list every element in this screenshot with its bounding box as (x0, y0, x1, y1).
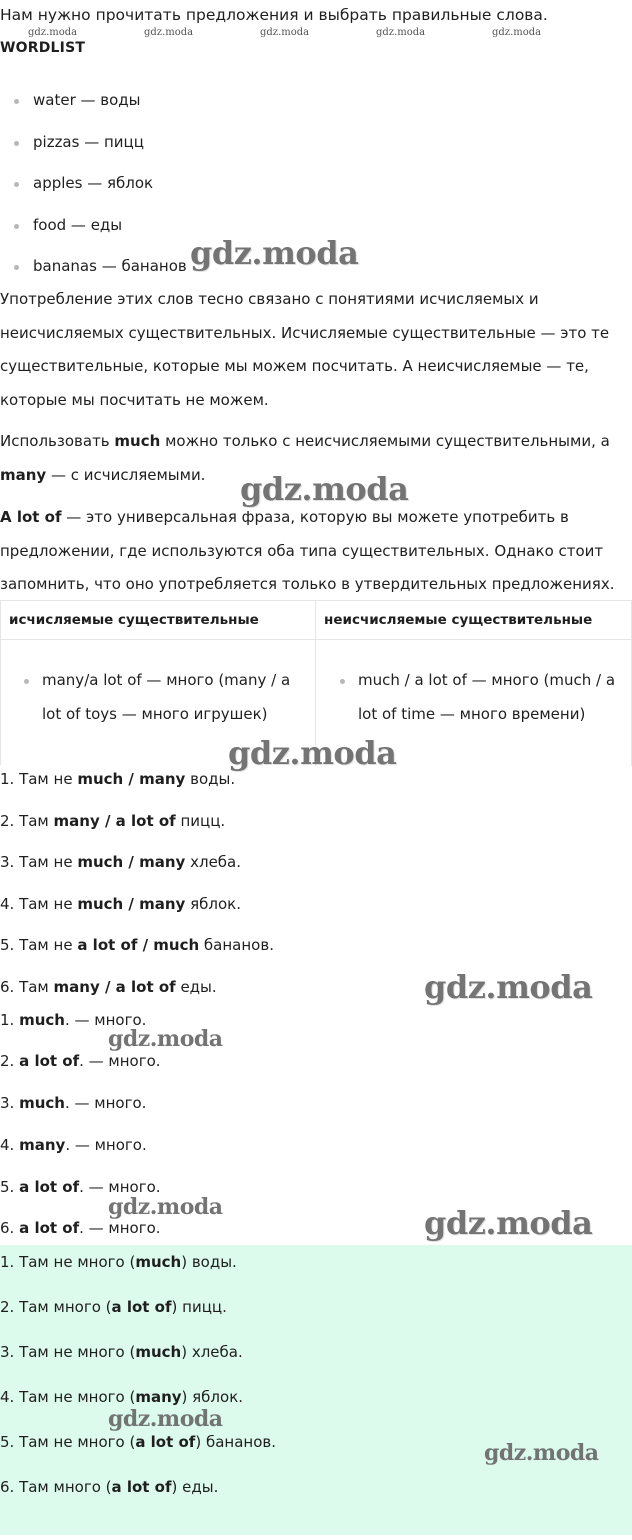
exercise-line (0, 770, 235, 788)
table-header-uncountable: неисчисляемые существительные (324, 612, 593, 628)
text: хлеба. (185, 853, 242, 871)
table-header-countable: исчисляемые существительные (9, 612, 259, 628)
table-divider (1, 639, 632, 640)
bold-term: a lot of (111, 1478, 172, 1496)
translation-line (0, 1343, 243, 1361)
text: 3. Там не (0, 853, 78, 871)
translation-line (0, 1433, 276, 1451)
text: 1. Там не (0, 770, 78, 788)
intro-text: Нам нужно прочитать предложения и выбрать правильные слова. (0, 6, 548, 24)
text: . — много. (64, 1094, 147, 1112)
bold-term: many (19, 1136, 66, 1154)
text: яблок. (185, 895, 241, 913)
text: 5. Там не (0, 936, 78, 954)
text: ) пицц. (171, 1298, 227, 1316)
translation-line (0, 1478, 218, 1496)
exercise-line (0, 812, 225, 830)
translation-line (0, 1253, 237, 1271)
text: ) еды. (171, 1478, 219, 1496)
text: 4. Там не (0, 895, 78, 913)
answer-line (0, 1136, 147, 1154)
bold-term: A lot of (0, 508, 62, 526)
wordlist-heading: WORDLIST (0, 40, 86, 56)
text: 6. Там (0, 978, 54, 996)
text: ) воды. (181, 1253, 237, 1271)
paragraph-countable (0, 283, 630, 417)
bold-term: much (19, 1094, 65, 1112)
text: 2. Там (0, 812, 54, 830)
paragraph-line: предложении, где используются оба типа существительных. Однако стоит (0, 541, 604, 560)
bold-term: a lot of (111, 1298, 172, 1316)
text: 3. Там не много ( (0, 1343, 136, 1361)
bold-term: a lot of (135, 1433, 196, 1451)
watermark: gdz.moda (28, 27, 78, 38)
bold-term: much (19, 1011, 65, 1029)
bold-term: much (135, 1343, 182, 1361)
text: Использовать (0, 432, 115, 450)
text: . — много. (64, 1011, 147, 1029)
list-item: food — еды (14, 207, 187, 249)
watermark: gdz.moda (492, 27, 542, 38)
text: ) яблок. (181, 1388, 244, 1406)
text: . — много. (79, 1178, 161, 1196)
text: 6. Там много ( (0, 1478, 112, 1496)
paragraph-line: которые мы посчитать не можем. (0, 390, 269, 409)
watermark-row (0, 27, 632, 41)
text: 5. Там не много ( (0, 1433, 136, 1451)
bold-term: much (114, 432, 161, 450)
table-cell (340, 664, 615, 731)
wordlist (14, 82, 187, 290)
text: 1. Там не много ( (0, 1253, 136, 1271)
cell-line: many/a lot of — много (many / a (42, 671, 291, 689)
paragraph-a-lot-of (0, 501, 630, 602)
bold-term: much / many (77, 853, 186, 871)
paragraph-line: неисчисляемых существительных. Исчисляемые существительные — это те (0, 323, 610, 342)
text: . — много. (65, 1136, 147, 1154)
exercise-line (0, 895, 241, 913)
paragraph-line (0, 501, 630, 535)
exercise-line (0, 936, 274, 954)
watermark: gdz.moda (108, 1194, 223, 1220)
text: 1. (0, 1011, 20, 1029)
watermark: gdz.moda (190, 234, 359, 272)
bold-term: much / many (77, 895, 186, 913)
bold-term: many / a lot of (53, 812, 176, 830)
bold-term: a lot of / much (77, 936, 200, 954)
text: воды. (185, 770, 236, 788)
text: ) хлеба. (181, 1343, 243, 1361)
list-item: apples — яблок (14, 165, 187, 207)
watermark: gdz.moda (260, 27, 310, 38)
translation-line (0, 1298, 227, 1316)
text: . — много. (79, 1219, 161, 1237)
cell-line: lot of toys — много игрушек) (42, 704, 268, 723)
paragraph-line: Употребление этих слов тесно связано с понятиями исчисляемых и (0, 290, 539, 308)
table-cell (24, 664, 290, 731)
watermark: gdz.moda (108, 1026, 223, 1052)
text: 5. (0, 1178, 20, 1196)
list-item: bananas — бананов (14, 248, 187, 290)
watermark: gdz.moda (424, 968, 593, 1006)
text: ) бананов. (195, 1433, 276, 1451)
bold-term: a lot of (19, 1052, 80, 1070)
text: — с исчисляемыми. (46, 465, 206, 484)
text: еды. (175, 978, 217, 996)
cell-line: lot of time — много времени) (358, 704, 586, 723)
text: — это универсальная фраза, которую вы можете употребить в (61, 508, 569, 526)
text: . — много. (79, 1052, 161, 1070)
text: бананов. (199, 936, 274, 954)
bold-term: much (135, 1253, 182, 1271)
exercise-line (0, 978, 217, 996)
bold-term: many (135, 1388, 182, 1406)
watermark: gdz.moda (484, 1440, 599, 1466)
text: 2. Там много ( (0, 1298, 112, 1316)
watermark: gdz.moda (144, 27, 194, 38)
bold-term: a lot of (19, 1219, 80, 1237)
watermark: gdz.moda (228, 734, 397, 772)
list-item: pizzas — пицц (14, 124, 187, 166)
watermark: gdz.moda (424, 1204, 593, 1242)
text: 4. Там не много ( (0, 1388, 136, 1406)
bold-term: a lot of (19, 1178, 80, 1196)
paragraph-line (0, 425, 630, 459)
text: 4. (0, 1136, 20, 1154)
text: пицц. (175, 812, 226, 830)
answer-line (0, 1052, 161, 1070)
list-item: water — воды (14, 82, 187, 124)
watermark: gdz.moda (108, 1406, 223, 1432)
paragraph-line: запомнить, что оно употребляется только в утвердительных предложениях. (0, 575, 615, 593)
bold-term: many (0, 465, 47, 484)
watermark: gdz.moda (240, 470, 409, 508)
text: 3. (0, 1094, 20, 1112)
text: 6. (0, 1219, 20, 1237)
text: 2. (0, 1052, 20, 1070)
answer-line (0, 1094, 146, 1112)
paragraph-line: существительные, которые мы можем посчитать. А неисчисляемые — те, (0, 357, 589, 375)
bold-term: much / many (77, 770, 186, 788)
cell-line: much / a lot of — много (much / a (358, 671, 616, 689)
text: можно только с неисчисляемыми существительными, а (160, 432, 610, 450)
exercise-line (0, 853, 241, 871)
answer-line (0, 1219, 161, 1237)
bold-term: many / a lot of (53, 978, 176, 996)
translation-line (0, 1388, 243, 1406)
watermark: gdz.moda (376, 27, 426, 38)
